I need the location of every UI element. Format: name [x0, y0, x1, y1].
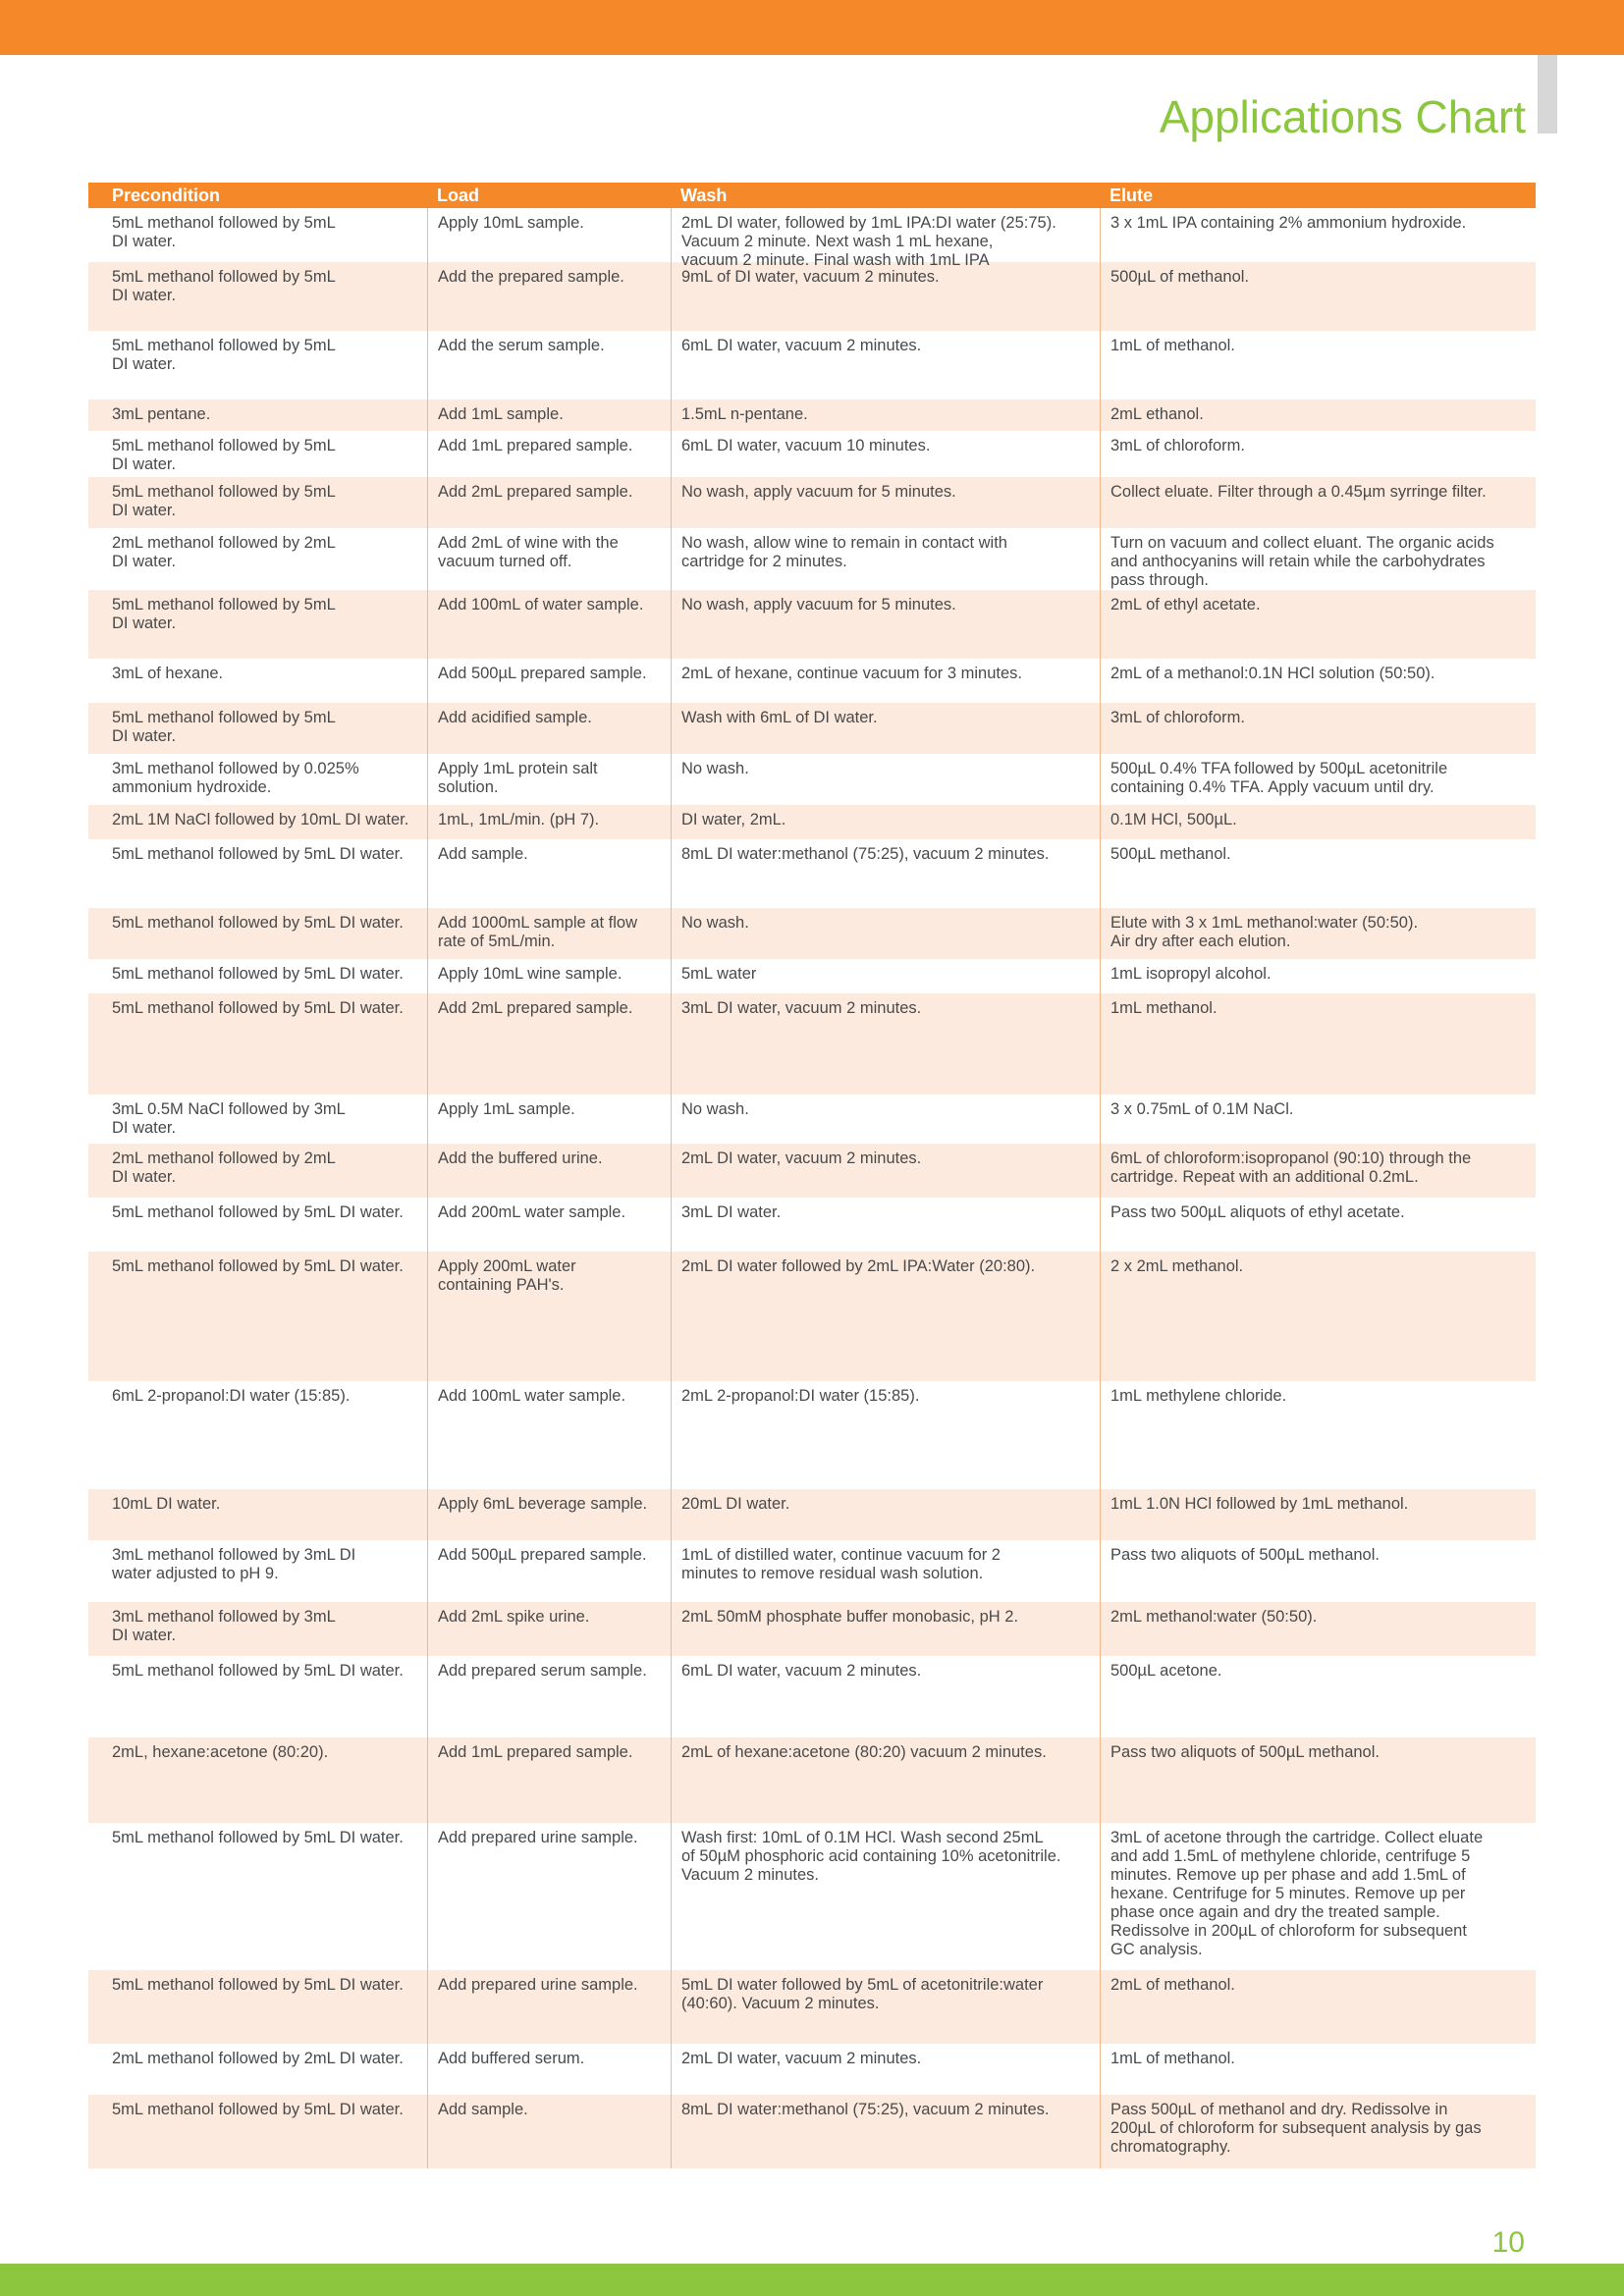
cell-wash: 1.5mL n-pentane. [671, 400, 1100, 431]
cell-load: Add prepared urine sample. [427, 1823, 671, 1970]
cell-precondition: 5mL methanol followed by 5mL DI water. [112, 1976, 404, 1994]
cell-precondition: 5mL methanol followed by 5mL DI water. [112, 709, 336, 745]
cell-precondition: 5mL methanol followed by 5mL DI water. [112, 1203, 404, 1221]
cell-elute: 1mL of methanol. [1100, 2044, 1536, 2095]
cell-wash: 8mL DI water:methanol (75:25), vacuum 2 minutes. [671, 2095, 1100, 2168]
cell-wash: 2mL DI water, vacuum 2 minutes. [671, 2044, 1100, 2095]
cell-load: Add 1mL prepared sample. [427, 1737, 671, 1823]
table-row [88, 331, 1536, 400]
cell-wash: 3mL DI water, vacuum 2 minutes. [671, 993, 1100, 1095]
cell-elute: 500µL of methanol. [1100, 262, 1536, 331]
header-load: Load [437, 186, 479, 205]
table-header [88, 183, 1536, 208]
table-row [88, 1737, 1536, 1823]
table-row [88, 1602, 1536, 1656]
cell-elute: 3 x 1mL IPA containing 2% ammonium hydroxide. [1100, 208, 1536, 262]
cell-load: Add sample. [427, 2095, 671, 2168]
cell-precondition: 5mL methanol followed by 5mL DI water. [112, 337, 336, 373]
cell-precondition: 5mL methanol followed by 5mL DI water. [112, 845, 404, 863]
cell-precondition: 3mL methanol followed by 3mL DI water. [112, 1608, 336, 1644]
side-tab-marker [1538, 55, 1557, 133]
table-row [88, 431, 1536, 477]
cell-wash: 9mL of DI water, vacuum 2 minutes. [671, 262, 1100, 331]
cell-wash: No wash, allow wine to remain in contact with cartridge for 2 minutes. [671, 528, 1100, 590]
bottom-green-bar [0, 2264, 1624, 2296]
cell-elute: 2mL methanol:water (50:50). [1100, 1602, 1536, 1656]
cell-load: Add the serum sample. [427, 331, 671, 400]
cell-elute: 2 x 2mL methanol. [1100, 1252, 1536, 1381]
cell-wash: 1mL of distilled water, continue vacuum for 2 minutes to remove residual wash solution. [671, 1540, 1100, 1602]
cell-wash: No wash, apply vacuum for 5 minutes. [671, 477, 1100, 528]
cell-precondition: 3mL pentane. [112, 405, 211, 423]
table-row [88, 1970, 1536, 2044]
table-row [88, 1540, 1536, 1602]
table-row [88, 477, 1536, 528]
cell-load: Apply 200mL water containing PAH's. [427, 1252, 671, 1381]
cell-elute: Collect eluate. Filter through a 0.45µm syrringe filter. [1100, 477, 1536, 528]
cell-elute: 2mL of methanol. [1100, 1970, 1536, 2044]
cell-precondition: 5mL methanol followed by 5mL DI water. [112, 596, 336, 632]
cell-load: Apply 10mL wine sample. [427, 959, 671, 993]
cell-load: Add 2mL prepared sample. [427, 477, 671, 528]
table-row [88, 959, 1536, 993]
cell-load: Add 1000mL sample at flow rate of 5mL/min. [427, 908, 671, 959]
table-row [88, 528, 1536, 590]
cell-wash: Wash with 6mL of DI water. [671, 703, 1100, 754]
cell-load: Add 500µL prepared sample. [427, 1540, 671, 1602]
table-row [88, 208, 1536, 269]
table-row [88, 805, 1536, 839]
cell-load: Add prepared serum sample. [427, 1656, 671, 1737]
cell-elute: 3mL of chloroform. [1100, 431, 1536, 477]
cell-load: Add 100mL water sample. [427, 1381, 671, 1489]
cell-elute: Pass 500µL of methanol and dry. Redissolve in 200µL of chloroform for subsequent analysis by gas chromatography. [1100, 2095, 1536, 2168]
cell-elute: 2mL of ethyl acetate. [1100, 590, 1536, 659]
cell-elute: 500µL methanol. [1100, 839, 1536, 908]
cell-precondition: 5mL methanol followed by 5mL DI water. [112, 1662, 404, 1680]
cell-elute: Pass two 500µL aliquots of ethyl acetate. [1100, 1198, 1536, 1252]
cell-precondition: 10mL DI water. [112, 1495, 221, 1513]
cell-elute: Elute with 3 x 1mL methanol:water (50:50). Air dry after each elution. [1100, 908, 1536, 959]
top-orange-bar [0, 0, 1624, 55]
cell-wash: 2mL DI water, vacuum 2 minutes. [671, 1144, 1100, 1198]
cell-wash: 3mL DI water. [671, 1198, 1100, 1252]
cell-wash: 6mL DI water, vacuum 10 minutes. [671, 431, 1100, 477]
cell-wash: No wash. [671, 754, 1100, 805]
cell-elute: Pass two aliquots of 500µL methanol. [1100, 1540, 1536, 1602]
cell-precondition: 2mL methanol followed by 2mL DI water. [112, 2050, 404, 2067]
table-row [88, 1489, 1536, 1540]
cell-wash: 2mL of hexane, continue vacuum for 3 minutes. [671, 659, 1100, 703]
cell-load: Add buffered serum. [427, 2044, 671, 2095]
cell-load: Add prepared urine sample. [427, 1970, 671, 2044]
cell-precondition: 2mL methanol followed by 2mL DI water. [112, 534, 336, 570]
cell-load: Apply 1mL protein salt solution. [427, 754, 671, 805]
cell-wash: 6mL DI water, vacuum 2 minutes. [671, 1656, 1100, 1737]
cell-elute: 1mL 1.0N HCl followed by 1mL methanol. [1100, 1489, 1536, 1540]
cell-load: Add 500µL prepared sample. [427, 659, 671, 703]
cell-elute: 500µL 0.4% TFA followed by 500µL acetonitrile containing 0.4% TFA. Apply vacuum until dry. [1100, 754, 1536, 805]
cell-load: Add 2mL spike urine. [427, 1602, 671, 1656]
table-row [88, 1198, 1536, 1252]
cell-elute: 1mL isopropyl alcohol. [1100, 959, 1536, 993]
cell-precondition: 2mL, hexane:acetone (80:20). [112, 1743, 329, 1761]
cell-precondition: 3mL methanol followed by 3mL DI water adjusted to pH 9. [112, 1546, 356, 1582]
table-body [88, 208, 1536, 2168]
cell-load: Add 1mL prepared sample. [427, 431, 671, 477]
table-row [88, 262, 1536, 331]
table-row [88, 2044, 1536, 2095]
table-row [88, 908, 1536, 959]
cell-elute: 500µL acetone. [1100, 1656, 1536, 1737]
cell-load: Add 1mL sample. [427, 400, 671, 431]
cell-load: Add 200mL water sample. [427, 1198, 671, 1252]
cell-wash: Wash first: 10mL of 0.1M HCl. Wash second 25mL of 50µM phosphoric acid containing 10% acetonitrile. Vacuum 2 minutes. [671, 1823, 1100, 1970]
cell-wash: No wash. [671, 908, 1100, 959]
cell-wash: No wash, apply vacuum for 5 minutes. [671, 590, 1100, 659]
cell-elute: 3 x 0.75mL of 0.1M NaCl. [1100, 1095, 1536, 1144]
cell-elute: 0.1M HCl, 500µL. [1100, 805, 1536, 839]
cell-elute: 3mL of chloroform. [1100, 703, 1536, 754]
cell-precondition: 5mL methanol followed by 5mL DI water. [112, 2101, 404, 2118]
table-row [88, 993, 1536, 1095]
cell-elute: 1mL methylene chloride. [1100, 1381, 1536, 1489]
cell-wash: No wash. [671, 1095, 1100, 1144]
cell-load: Add 100mL of water sample. [427, 590, 671, 659]
cell-load: Apply 10mL sample. [427, 208, 671, 262]
cell-wash: 2mL of hexane:acetone (80:20) vacuum 2 minutes. [671, 1737, 1100, 1823]
cell-wash: 2mL DI water followed by 2mL IPA:Water (20:80). [671, 1252, 1100, 1381]
cell-wash: 8mL DI water:methanol (75:25), vacuum 2 minutes. [671, 839, 1100, 908]
cell-precondition: 5mL methanol followed by 5mL DI water. [112, 483, 336, 519]
cell-precondition: 5mL methanol followed by 5mL DI water. [112, 437, 336, 473]
cell-wash: 2mL 2-propanol:DI water (15:85). [671, 1381, 1100, 1489]
cell-precondition: 6mL 2-propanol:DI water (15:85). [112, 1387, 351, 1405]
cell-precondition: 2mL 1M NaCl followed by 10mL DI water. [112, 811, 409, 828]
cell-precondition: 2mL methanol followed by 2mL DI water. [112, 1149, 336, 1186]
table-row [88, 659, 1536, 703]
cell-elute: Pass two aliquots of 500µL methanol. [1100, 1737, 1536, 1823]
table-row [88, 1095, 1536, 1144]
header-wash: Wash [680, 186, 728, 205]
cell-precondition: 5mL methanol followed by 5mL DI water. [112, 1829, 404, 1846]
table-row [88, 1144, 1536, 1198]
table-row [88, 839, 1536, 908]
cell-wash: 6mL DI water, vacuum 2 minutes. [671, 331, 1100, 400]
header-precondition: Precondition [112, 186, 221, 205]
cell-load: 1mL, 1mL/min. (pH 7). [427, 805, 671, 839]
cell-load: Add the buffered urine. [427, 1144, 671, 1198]
cell-load: Add sample. [427, 839, 671, 908]
cell-elute: 2mL ethanol. [1100, 400, 1536, 431]
table-row [88, 1823, 1536, 1970]
cell-precondition: 3mL methanol followed by 0.025% ammonium hydroxide. [112, 760, 359, 796]
cell-wash: 2mL 50mM phosphate buffer monobasic, pH 2. [671, 1602, 1100, 1656]
header-elute: Elute [1110, 186, 1154, 205]
table-row [88, 400, 1536, 431]
page-number: 10 [1491, 2226, 1525, 2259]
cell-elute: 6mL of chloroform:isopropanol (90:10) through the cartridge. Repeat with an additional 0.2mL. [1100, 1144, 1536, 1198]
table-row [88, 703, 1536, 754]
cell-precondition: 5mL methanol followed by 5mL DI water. [112, 214, 336, 250]
cell-precondition: 5mL methanol followed by 5mL DI water. [112, 999, 404, 1017]
cell-load: Apply 6mL beverage sample. [427, 1489, 671, 1540]
cell-precondition: 5mL methanol followed by 5mL DI water. [112, 965, 404, 983]
cell-precondition: 5mL methanol followed by 5mL DI water. [112, 914, 404, 932]
table-row [88, 1656, 1536, 1737]
cell-precondition: 3mL of hexane. [112, 665, 224, 682]
table-row [88, 754, 1536, 805]
cell-load: Add 2mL of wine with the vacuum turned off. [427, 528, 671, 590]
cell-precondition: 5mL methanol followed by 5mL DI water. [112, 1257, 404, 1275]
page-title: Applications Chart [1159, 91, 1526, 142]
cell-elute: 2mL of a methanol:0.1N HCl solution (50:50). [1100, 659, 1536, 703]
cell-elute: 3mL of acetone through the cartridge. Collect eluate and add 1.5mL of methylene chloride, centrifuge 5 minutes. Remove up per phase and add 1.5mL of hexane. Centrifuge for 5 minutes. Remove up per phase once again and dry the treated sample. Redissolve in 200µL of chloroform for subsequent GC analysis. [1100, 1823, 1536, 1970]
cell-wash: 20mL DI water. [671, 1489, 1100, 1540]
table-row [88, 1381, 1536, 1489]
cell-wash: 2mL DI water, followed by 1mL IPA:DI water (25:75). Vacuum 2 minute. Next wash 1 mL hexane, vacuum 2 minute. Final wash with 1mL IPA [671, 208, 1100, 262]
cell-elute: 1mL of methanol. [1100, 331, 1536, 400]
cell-load: Add acidified sample. [427, 703, 671, 754]
cell-precondition: 3mL 0.5M NaCl followed by 3mL DI water. [112, 1100, 346, 1137]
table-row [88, 590, 1536, 659]
table-row [88, 1252, 1536, 1381]
cell-wash: 5mL DI water followed by 5mL of acetonitrile:water (40:60). Vacuum 2 minutes. [671, 1970, 1100, 2044]
cell-load: Apply 1mL sample. [427, 1095, 671, 1144]
cell-load: Add the prepared sample. [427, 262, 671, 331]
cell-elute: 1mL methanol. [1100, 993, 1536, 1095]
cell-wash: 5mL water [671, 959, 1100, 993]
cell-wash: DI water, 2mL. [671, 805, 1100, 839]
cell-precondition: 5mL methanol followed by 5mL DI water. [112, 268, 336, 304]
table-row [88, 2095, 1536, 2168]
cell-load: Add 2mL prepared sample. [427, 993, 671, 1095]
applications-table [88, 183, 1536, 2168]
cell-elute: Turn on vacuum and collect eluant. The organic acids and anthocyanins will retain while the carbohydrates pass through. [1100, 528, 1536, 590]
